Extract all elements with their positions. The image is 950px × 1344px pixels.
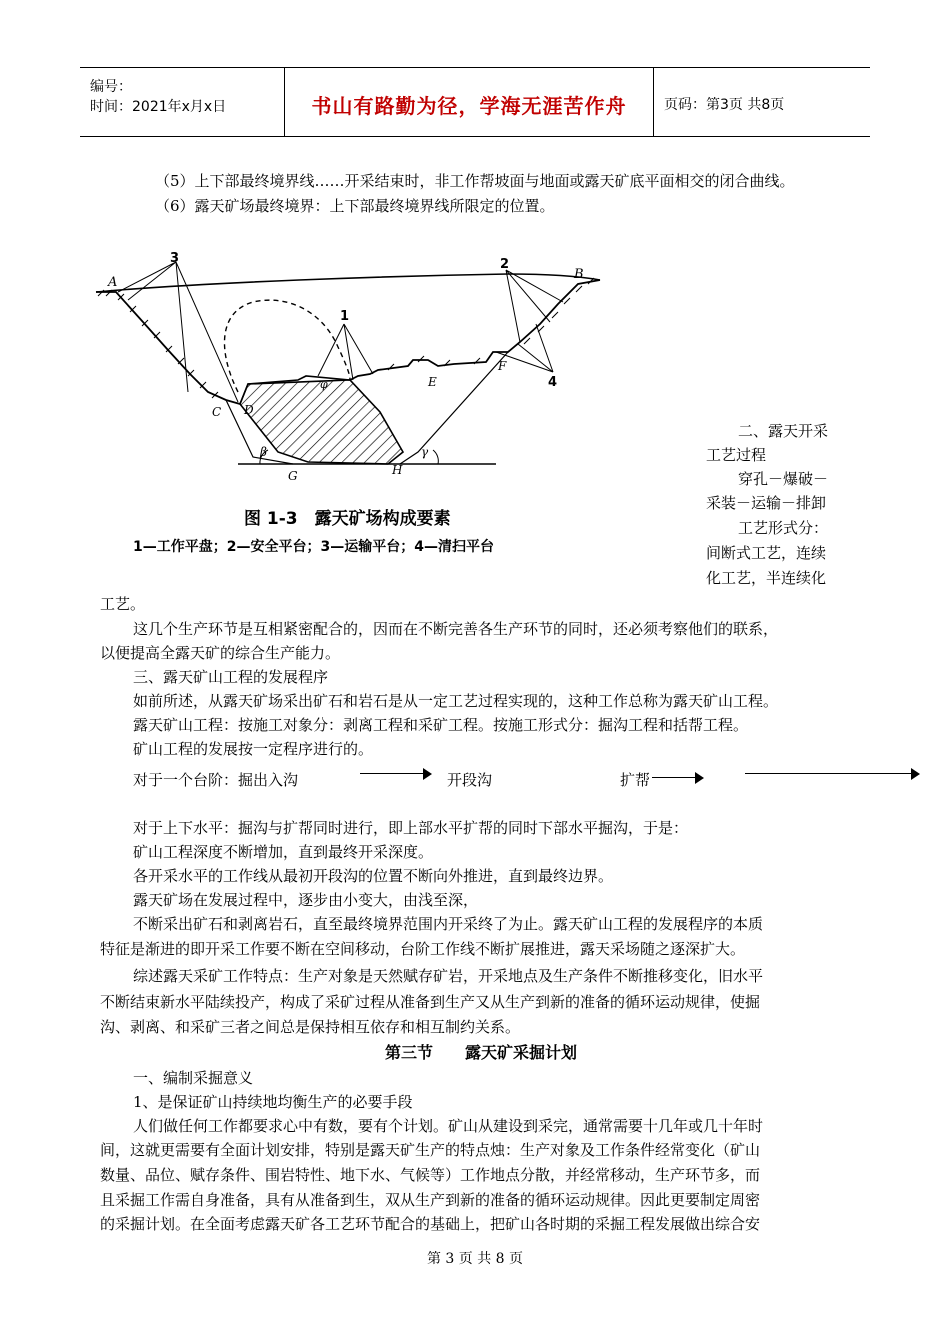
side-text-6: 间断式工艺，连续: [706, 544, 827, 562]
paragraph-10-line-3: 沟、剥离、和采矿三者之间总是保持相互依存和相互制约关系。: [100, 1018, 521, 1036]
paragraph-gongyi: 工艺。: [100, 595, 146, 613]
page-footer: 第 3 页 共 8 页: [426, 1251, 524, 1267]
body-line-1: （5）上下部最终境界线……开采结束时，非工作帮坡面与地面或露天矿底平面相交的闭合曲线。: [155, 172, 795, 190]
label-beta: β: [260, 445, 267, 459]
right-pit-wall: [350, 280, 600, 380]
label-1-leaders: [318, 324, 373, 380]
header-time-label: 时间：2021年x月x日: [90, 99, 227, 115]
label-4: 4: [548, 375, 558, 390]
label-1: 1: [340, 309, 350, 324]
paragraph-11-line-1: 人们做任何工作都要求心中有数，要有个计划。矿山从建设到采完，通常需要十几年或几十年时: [133, 1117, 764, 1135]
header-left-cell: [80, 68, 285, 136]
header-center-cell: [285, 68, 654, 136]
heading-3: 三、露天矿山工程的发展程序: [133, 668, 329, 686]
header-page-info: 页码：第3页 共8页: [664, 97, 785, 113]
label-D: D: [244, 403, 254, 417]
paragraph-6: 矿山工程深度不断增加，直到最终开采深度。: [133, 843, 434, 861]
subsection-1-item-1: 1、是保证矿山持续地均衡生产的必要手段: [133, 1093, 413, 1111]
section-title: 第三节 露天矿采掘计划: [385, 1043, 578, 1062]
label-3: 3: [170, 252, 180, 266]
label-2: 2: [500, 257, 510, 272]
paragraph-11-line-3: 数量、品位、赋存条件、围岩特性、地下水、气候等）工作地点分散，并经常移动，生产环节多，而: [100, 1166, 761, 1184]
label-gamma: γ: [421, 445, 429, 459]
label-C: C: [212, 405, 222, 419]
label-G: G: [288, 469, 298, 483]
flow-arrow-1: [360, 768, 432, 780]
header-number-label: 编号：: [90, 79, 132, 95]
paragraph-10-line-2: 不断结束新水平陆续投产，构成了采矿过程从准备到生产又从生产到新的准备的循环运动规律，使掘: [100, 993, 761, 1011]
paragraph-11-line-2: 间，这就更需要有全面计划安排，特别是露天矿生产的特点烛：生产对象及工作条件经常变化（矿山: [100, 1141, 761, 1159]
angle-gamma-arc: [433, 450, 438, 464]
side-text-3: 穿孔－爆破－: [738, 470, 829, 488]
label-B: B: [574, 267, 584, 282]
label-2-leaders: [506, 270, 563, 342]
flow-arrow-3: [745, 768, 920, 780]
paragraph-10-line-1: 综述露天采矿工作特点：生产对象是天然赋存矿岩，开采地点及生产条件不断推移变化，旧水平: [133, 967, 764, 985]
left-wall-hatch: [98, 290, 218, 398]
body-line-2: （6）露天矿场最终境界：上下部最终境界线所限定的位置。: [155, 197, 555, 215]
paragraph-9-line-2: 特征是渐进的即开采工作要不断在空间移动，台阶工作线不断扩展推进，露天采场随之逐深扩大。: [100, 940, 746, 958]
right-final-boundary: [400, 352, 508, 464]
paragraph-5: 对于上下水平：掘沟与扩帮同时进行，即上部水平扩帮的同时下部水平掘沟，于是：: [133, 819, 689, 837]
paragraph-11-line-5: 的采掘计划。在全面考虑露天矿各工艺环节配合的基础上，把矿山各时期的采掘工程发展做出综合安: [100, 1215, 761, 1233]
label-F: F: [498, 359, 507, 373]
header-right-cell: [654, 68, 870, 136]
figure-legend: 1—工作平盘；2—安全平台；3—运输平台；4—清扫平台: [133, 539, 494, 555]
paragraph-9-line-1: 不断采出矿石和剥离岩石，直至最终境界范围内开采终了为止。露天矿山工程的发展程序的本质: [133, 915, 764, 933]
ground-surface-line: [96, 274, 600, 292]
page-header: [80, 67, 870, 137]
paragraph-11-line-4: 且采掘工作需自身准备，具有从准备到生，双从生产到新的准备的循环运动规律。因此更要制定周密: [100, 1191, 761, 1209]
paragraph-2: 如前所述，从露天矿场采出矿石和岩石是从一定工艺过程实现的，这种工作总称为露天矿山工程。: [133, 692, 779, 710]
side-text-2: 工艺过程: [706, 446, 767, 464]
left-pit-wall: [96, 292, 240, 404]
figure-caption: 图 1-3 露天矿场构成要素: [244, 509, 451, 529]
paragraph-7: 各开采水平的工作线从最初开段沟的位置不断向外推进，直到最终边界。: [133, 867, 614, 885]
side-text-7: 化工艺，半连续化: [706, 569, 827, 587]
label-E: E: [428, 375, 437, 389]
flow-step-2: 开段沟: [447, 771, 493, 789]
subsection-1: 一、编制采掘意义: [133, 1069, 254, 1087]
label-A: A: [108, 275, 118, 290]
label-H: H: [392, 463, 403, 477]
flow-step-3: 扩帮: [620, 771, 651, 789]
paragraph-1-line-1: 这几个生产环节是互相紧密配合的，因而在不断完善各生产环节的同时，还必须考察他们的联系，: [133, 620, 779, 638]
flow-arrow-2: [652, 772, 704, 784]
label-phi: φ: [320, 378, 328, 391]
paragraph-3: 露天矿山工程：按施工对象分：剥离工程和采矿工程。按施工形式分：掘沟工程和括帮工程。: [133, 716, 749, 734]
paragraph-4: 矿山工程的发展按一定程序进行的。: [133, 740, 374, 758]
header-motto: 书山有路勤为径，学海无涯苦作舟: [311, 94, 627, 118]
side-text-1: 二、露天开采: [738, 422, 829, 440]
paragraph-1-line-2: 以便提高全露天矿的综合生产能力。: [100, 644, 341, 662]
side-text-5: 工艺形式分：: [738, 519, 829, 537]
paragraph-8: 露天矿场在发展过程中，逐步由小变大，由浅至深，: [133, 891, 479, 909]
side-text-4: 采装－运输－排卸: [706, 494, 827, 512]
flow-lead: 对于一个台阶：掘出入沟: [133, 771, 299, 789]
